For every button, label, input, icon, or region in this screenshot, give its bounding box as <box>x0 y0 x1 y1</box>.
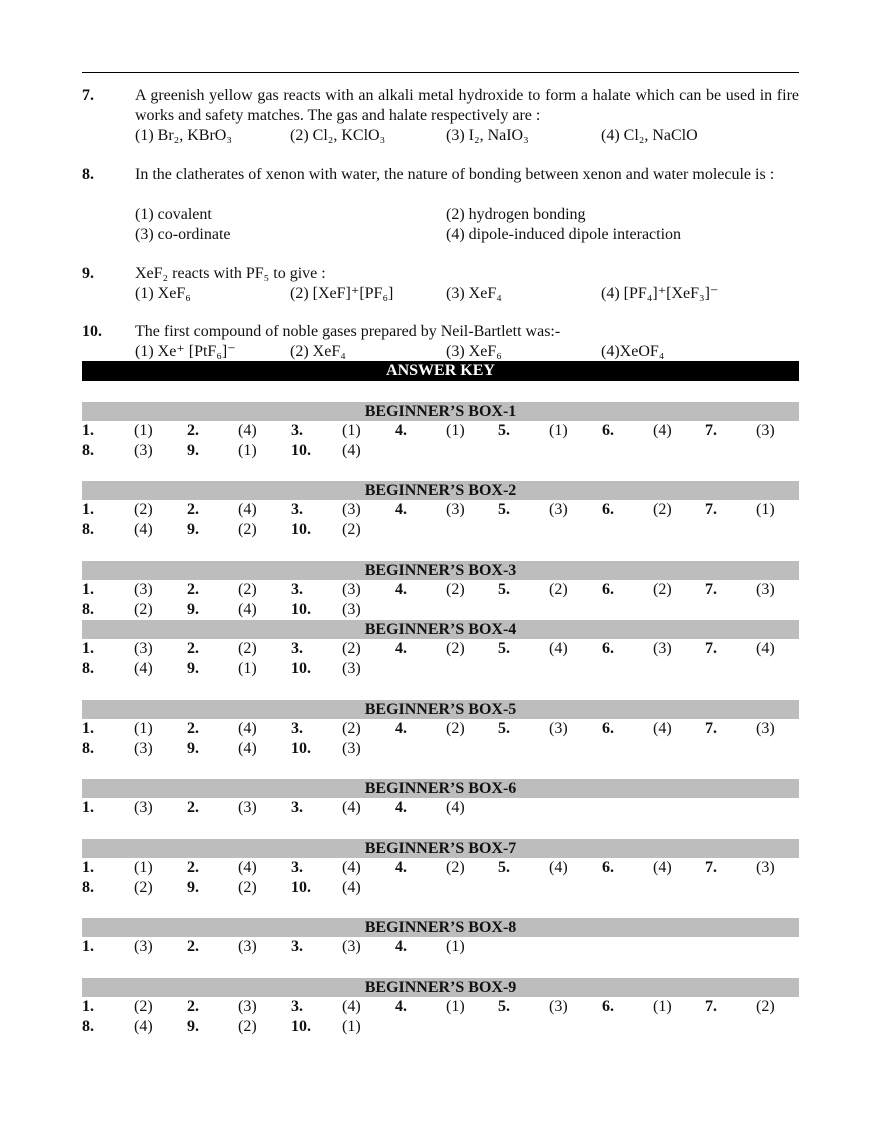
answer-number: 3. <box>291 720 303 737</box>
answer-number: 2. <box>187 799 199 816</box>
option-1: (1) Xe⁺ [PtF₆]⁻ <box>135 343 236 360</box>
answer-value: (1) <box>134 720 153 737</box>
option-4: (4) [PF₄]⁺[XeF₃]⁻ <box>601 285 719 302</box>
answer-value: (3) <box>342 601 361 618</box>
answer-row <box>82 937 799 957</box>
answer-value: (3) <box>756 422 775 439</box>
answer-number: 1. <box>82 640 94 657</box>
answer-value: (4) <box>653 720 672 737</box>
answer-number: 10. <box>291 740 311 757</box>
box-header: BEGINNER’S BOX-7 <box>82 839 799 858</box>
answer-number: 3. <box>291 581 303 598</box>
answer-value: (3) <box>342 938 361 955</box>
answer-value: (2) <box>446 720 465 737</box>
answer-value: (3) <box>342 660 361 677</box>
answer-number: 3. <box>291 501 303 518</box>
answer-row <box>82 639 799 659</box>
answer-value: (4) <box>756 640 775 657</box>
answer-number: 8. <box>82 879 94 896</box>
answer-value: (1) <box>756 501 775 518</box>
option-2: (2) Cl₂, KClO₃ <box>290 127 386 144</box>
answer-value: (1) <box>446 998 465 1015</box>
answer-row <box>82 1017 799 1037</box>
answer-number: 3. <box>291 998 303 1015</box>
option-4: (4)XeOF₄ <box>601 343 665 360</box>
answer-number: 7. <box>705 422 717 439</box>
answer-value: (4) <box>134 521 153 538</box>
answer-value: (1) <box>238 442 257 459</box>
question-text: The first compound of noble gases prepared by Neil-Bartlett was:- <box>135 323 561 340</box>
answer-number: 3. <box>291 640 303 657</box>
answer-row <box>82 441 799 461</box>
answer-number: 5. <box>498 422 510 439</box>
answer-row <box>82 858 799 878</box>
answer-value: (3) <box>134 938 153 955</box>
answer-number: 6. <box>602 501 614 518</box>
answer-value: (1) <box>134 859 153 876</box>
answer-number: 3. <box>291 422 303 439</box>
answer-value: (2) <box>446 859 465 876</box>
answer-number: 1. <box>82 859 94 876</box>
answer-value: (3) <box>134 740 153 757</box>
answer-number: 9. <box>187 1018 199 1035</box>
question-number: 8. <box>82 166 94 183</box>
answer-number: 10. <box>291 601 311 618</box>
answer-number: 2. <box>187 938 199 955</box>
answer-number: 8. <box>82 442 94 459</box>
question-text: A greenish yellow gas reacts with an alkali metal hydroxide to form a halate which can be used in fire works and safety matches. The gas and halate respectively are : <box>135 87 799 124</box>
answer-value: (2) <box>134 601 153 618</box>
option-1: (1) XeF₆ <box>135 285 191 302</box>
answer-value: (1) <box>446 938 465 955</box>
answer-value: (1) <box>342 422 361 439</box>
question-text: In the clatherates of xenon with water, the nature of bonding between xenon and water molecule is : <box>135 166 775 183</box>
answer-number: 10. <box>291 521 311 538</box>
options-block <box>135 205 799 245</box>
answer-value: (3) <box>756 720 775 737</box>
answer-value: (2) <box>342 521 361 538</box>
answer-value: (3) <box>653 640 672 657</box>
answer-value: (4) <box>549 640 568 657</box>
answer-value: (4) <box>446 799 465 816</box>
answer-value: (3) <box>134 799 153 816</box>
answer-value: (2) <box>134 501 153 518</box>
answer-value: (2) <box>653 581 672 598</box>
answer-value: (2) <box>238 640 257 657</box>
answer-number: 1. <box>82 998 94 1015</box>
answer-value: (2) <box>238 521 257 538</box>
answer-number: 4. <box>395 640 407 657</box>
answer-number: 9. <box>187 442 199 459</box>
answer-row <box>82 719 799 739</box>
answer-row <box>82 600 799 620</box>
answer-value: (3) <box>549 501 568 518</box>
answer-number: 10. <box>291 1018 311 1035</box>
question-number: 7. <box>82 87 94 104</box>
answer-value: (2) <box>238 581 257 598</box>
answer-row <box>82 997 799 1017</box>
option-4: (4) Cl₂, NaClO <box>601 127 698 144</box>
answer-number: 2. <box>187 640 199 657</box>
answer-number: 9. <box>187 660 199 677</box>
answer-value: (4) <box>134 660 153 677</box>
answer-number: 6. <box>602 581 614 598</box>
answer-value: (4) <box>653 422 672 439</box>
answer-number: 10. <box>291 442 311 459</box>
answer-row <box>82 520 799 540</box>
answer-value: (3) <box>756 581 775 598</box>
top-rule <box>82 72 799 73</box>
answer-value: (1) <box>549 422 568 439</box>
answer-number: 4. <box>395 938 407 955</box>
answer-number: 5. <box>498 859 510 876</box>
answer-value: (3) <box>342 501 361 518</box>
question-9 <box>82 264 799 304</box>
answer-number: 4. <box>395 720 407 737</box>
answer-number: 7. <box>705 859 717 876</box>
answer-number: 1. <box>82 799 94 816</box>
answer-row <box>82 878 799 898</box>
answer-number: 8. <box>82 521 94 538</box>
answer-number: 7. <box>705 501 717 518</box>
answer-row <box>82 659 799 679</box>
answer-row <box>82 798 799 818</box>
answer-value: (4) <box>342 799 361 816</box>
answer-number: 4. <box>395 501 407 518</box>
answer-number: 9. <box>187 879 199 896</box>
answer-number: 4. <box>395 422 407 439</box>
box-header: BEGINNER’S BOX-8 <box>82 918 799 937</box>
options-row <box>135 284 799 304</box>
answer-number: 8. <box>82 740 94 757</box>
answer-value: (3) <box>549 998 568 1015</box>
answer-number: 2. <box>187 422 199 439</box>
option-3: (3) I₂, NaIO₃ <box>446 127 529 144</box>
answer-value: (3) <box>238 998 257 1015</box>
answer-value: (4) <box>342 859 361 876</box>
answer-number: 5. <box>498 998 510 1015</box>
box-header: BEGINNER’S BOX-4 <box>82 620 799 639</box>
answer-value: (4) <box>238 422 257 439</box>
box-header: BEGINNER’S BOX-2 <box>82 481 799 500</box>
answer-number: 4. <box>395 859 407 876</box>
answer-number: 7. <box>705 581 717 598</box>
answer-number: 2. <box>187 998 199 1015</box>
answer-value: (3) <box>446 501 465 518</box>
answer-value: (4) <box>238 859 257 876</box>
question-number: 9. <box>82 265 94 282</box>
box-header: BEGINNER’S BOX-5 <box>82 700 799 719</box>
answer-number: 1. <box>82 720 94 737</box>
answer-number: 7. <box>705 720 717 737</box>
answer-number: 8. <box>82 660 94 677</box>
option-3: (3) XeF₄ <box>446 285 502 302</box>
answer-number: 1. <box>82 581 94 598</box>
box-header: BEGINNER’S BOX-9 <box>82 978 799 997</box>
answer-number: 2. <box>187 859 199 876</box>
answer-number: 9. <box>187 740 199 757</box>
answer-number: 5. <box>498 581 510 598</box>
answer-value: (4) <box>549 859 568 876</box>
answer-number: 5. <box>498 720 510 737</box>
answer-number: 2. <box>187 581 199 598</box>
answer-value: (3) <box>238 938 257 955</box>
answer-value: (4) <box>653 859 672 876</box>
box-header: BEGINNER’S BOX-3 <box>82 561 799 580</box>
question-number: 10. <box>82 323 102 340</box>
answer-number: 4. <box>395 799 407 816</box>
answer-value: (2) <box>756 998 775 1015</box>
box-header: BEGINNER’S BOX-6 <box>82 779 799 798</box>
answer-number: 10. <box>291 879 311 896</box>
option-2: (2) hydrogen bonding <box>446 206 586 223</box>
answer-number: 6. <box>602 640 614 657</box>
answer-number: 4. <box>395 998 407 1015</box>
answer-value: (4) <box>238 720 257 737</box>
option-4: (4) dipole-induced dipole interaction <box>446 226 682 243</box>
answer-value: (2) <box>238 879 257 896</box>
option-2: (2) [XeF]⁺[PF₆] <box>290 285 394 302</box>
answer-value: (2) <box>238 1018 257 1035</box>
answer-number: 6. <box>602 859 614 876</box>
answer-number: 9. <box>187 601 199 618</box>
answer-number: 6. <box>602 720 614 737</box>
answer-number: 4. <box>395 581 407 598</box>
answer-number: 8. <box>82 1018 94 1035</box>
option-3: (3) XeF₆ <box>446 343 502 360</box>
answer-value: (3) <box>238 799 257 816</box>
answer-value: (3) <box>134 442 153 459</box>
option-1: (1) Br₂, KBrO₃ <box>135 127 232 144</box>
option-1: (1) covalent <box>135 206 212 223</box>
box-header: BEGINNER’S BOX-1 <box>82 402 799 421</box>
answer-number: 1. <box>82 938 94 955</box>
answer-row <box>82 580 799 600</box>
answer-value: (2) <box>342 640 361 657</box>
answer-row <box>82 739 799 759</box>
answer-value: (4) <box>342 998 361 1015</box>
answer-value: (1) <box>238 660 257 677</box>
answer-value: (2) <box>134 998 153 1015</box>
answer-number: 1. <box>82 501 94 518</box>
answer-value: (4) <box>238 601 257 618</box>
options-row <box>135 126 799 146</box>
answer-row <box>82 500 799 520</box>
answer-value: (4) <box>342 879 361 896</box>
answer-value: (3) <box>134 640 153 657</box>
answer-number: 8. <box>82 601 94 618</box>
answer-number: 6. <box>602 422 614 439</box>
question-10 <box>82 322 799 362</box>
answer-value: (3) <box>549 720 568 737</box>
answer-value: (1) <box>653 998 672 1015</box>
answer-number: 3. <box>291 938 303 955</box>
answer-number: 7. <box>705 998 717 1015</box>
answer-value: (1) <box>134 422 153 439</box>
answer-value: (1) <box>342 1018 361 1035</box>
answer-value: (3) <box>342 740 361 757</box>
question-text: XeF₂ reacts with PF₅ to give : <box>135 265 326 282</box>
answer-value: (4) <box>134 1018 153 1035</box>
answer-value: (2) <box>342 720 361 737</box>
answer-value: (2) <box>446 581 465 598</box>
question-7 <box>82 86 799 146</box>
answer-value: (2) <box>549 581 568 598</box>
answer-value: (2) <box>653 501 672 518</box>
answer-value: (4) <box>238 740 257 757</box>
answer-number: 9. <box>187 521 199 538</box>
answer-value: (2) <box>134 879 153 896</box>
answer-number: 6. <box>602 998 614 1015</box>
answer-number: 3. <box>291 799 303 816</box>
answer-value: (1) <box>446 422 465 439</box>
answer-key-header: ANSWER KEY <box>82 361 799 381</box>
answer-number: 10. <box>291 660 311 677</box>
answer-value: (4) <box>342 442 361 459</box>
answer-number: 5. <box>498 640 510 657</box>
answer-number: 2. <box>187 720 199 737</box>
answer-value: (2) <box>446 640 465 657</box>
answer-number: 2. <box>187 501 199 518</box>
options-row <box>135 342 799 362</box>
answer-number: 3. <box>291 859 303 876</box>
option-3: (3) co-ordinate <box>135 226 231 243</box>
question-8 <box>82 165 799 245</box>
answer-number: 7. <box>705 640 717 657</box>
answer-value: (3) <box>134 581 153 598</box>
answer-value: (3) <box>756 859 775 876</box>
answer-value: (3) <box>342 581 361 598</box>
answer-number: 1. <box>82 422 94 439</box>
answer-number: 5. <box>498 501 510 518</box>
answer-row <box>82 421 799 441</box>
option-2: (2) XeF₄ <box>290 343 346 360</box>
answer-value: (4) <box>238 501 257 518</box>
